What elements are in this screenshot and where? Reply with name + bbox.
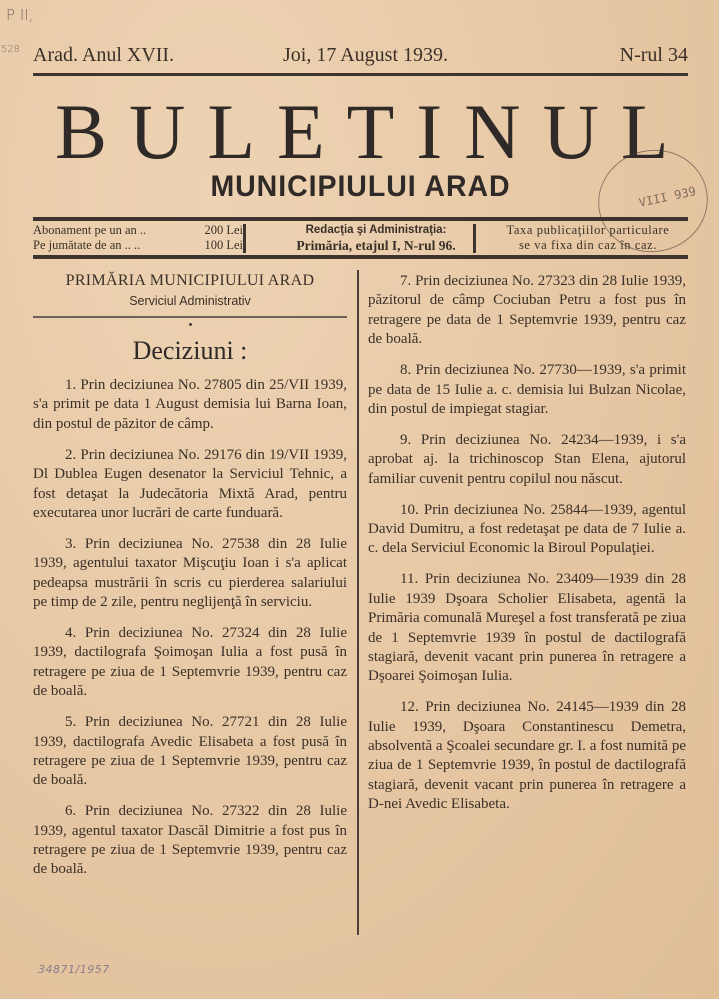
decision-item: 3. Prin deciziunea No. 27538 din 28 Iulie 1939, agentului taxator Mişcuţiu Ioan i s'a aplicat pedeapsa mustrării în scris cu pierderea salariului pe timp de 2 zile, pentru neglijenţă în serviciu. <box>33 535 347 611</box>
handwritten-note-top: P II, <box>6 6 34 24</box>
advert-fees-line2: se va fixa din caz în caz. <box>518 238 658 252</box>
subscription-price: 200 Lei <box>204 223 243 237</box>
editorial-location: Primăria, etajul I, N-rul 96. <box>296 238 456 253</box>
decision-item: 1. Prin deciziunea No. 27805 din 25/VII 1939, s'a primit pe data 1 August demisia lui Barna Ioan, din postul de păzitor de câmp. <box>33 377 347 432</box>
infobar-top-rule <box>33 217 688 221</box>
column-divider <box>243 224 246 253</box>
decision-item: 6. Prin deciziunea No. 27322 din 28 Iulie 1939, agentul taxator Dascăl Dimitrie a fost pus în retragere pe ziua de 1 Septemvrie 1939, pentru caz de boală. <box>33 803 347 878</box>
issue-header <box>33 44 688 68</box>
left-column <box>33 270 347 891</box>
subscription-prices <box>33 223 243 253</box>
stamp-date: VIII 939 <box>637 184 698 210</box>
section-rule <box>33 316 347 318</box>
decision-item: 9. Prin deciziunea No. 24234—1939, i s'a aprobat aj. la trichinoscop Stan Elena, ajutorul familiar cuvenit pentru copilul nou născut. <box>368 431 686 487</box>
subscription-price: 100 Lei <box>204 238 243 252</box>
editorial-label: Redacţia şi Administraţia: <box>305 224 447 236</box>
advert-fees <box>488 223 688 253</box>
masthead-title: BULETINUL <box>55 88 691 175</box>
decision-item: 2. Prin deciziunea No. 29176 din 19/VII 1939, Dl Dublea Eugen desenator la Serviciul Tehnic, a fost detaşat la Judecătoria Mixtă Arad, pentru executarea unor lucrări de carte funduară. <box>33 446 347 521</box>
issue-place-year: Arad. Anul XVII. <box>33 44 175 66</box>
right-column <box>368 272 686 826</box>
subscription-row <box>33 223 243 238</box>
column-divider <box>473 224 476 253</box>
handwritten-archive-number: 34871/1957 <box>38 963 110 976</box>
ornament-dot <box>189 323 192 326</box>
issue-date: Joi, 17 August 1939. <box>283 44 449 66</box>
subscription-row <box>33 238 243 253</box>
advert-fees-line1: Taxa publicaţiilor particulare <box>506 223 670 237</box>
header-rule <box>33 73 688 76</box>
section-department: Serviciul Administrativ <box>129 294 251 308</box>
decision-item: 12. Prin deciziunea No. 24145—1939 din 28 Iulie 1939, Dşoara Constantinescu Demetra, absolventă a Şcoalei secundare gr. I. a fost numită pe ziua de 1 Septemvrie 1939, în postul de dactilografă stagiară, devenit vacant prin punerea în retragere a D-nei Avedic Elisabeta. <box>368 699 686 813</box>
section-institution: PRIMĂRIA MUNICIPIULUI ARAD <box>65 272 315 289</box>
decision-item: 5. Prin deciziunea No. 27721 din 28 Iulie 1939, dactilografa Avedic Elisabeta a fost pusă în retragere pe ziua de 1 Septemvrie 1939, pentru caz de boală. <box>33 714 347 789</box>
infobar-bottom-rule <box>33 255 688 259</box>
column-separator <box>357 270 359 935</box>
section-heading: Deciziuni : <box>132 336 248 365</box>
masthead-subtitle: MUNICIPIULUI ARAD <box>210 170 511 203</box>
issue-number: N-rul 34 <box>619 44 688 66</box>
subscription-label: Abonament pe un an .. <box>33 223 147 237</box>
decision-item: 11. Prin deciziunea No. 23409—1939 din 28 Iulie 1939 Dşoara Scholier Elisabeta, agentă la Primăria comunală Mureşel a fost transferată pe ziua de 1 Septemvrie 1939 în postul de dactilografă stagiară, devenit vacant prin punerea în retragere a Dşoarei Şoimoşan Iulia. <box>368 571 686 685</box>
decision-item: 8. Prin deciziunea No. 27730—1939, s'a primit pe data de 15 Iulie a. c. demisia lui Bulzan Nicolae, din postul de impiegat stagiar. <box>368 362 686 417</box>
editorial-address <box>251 223 501 253</box>
decision-item: 10. Prin deciziunea No. 25844—1939, agentul David Dumitru, a fost redetaşat pe data de 7 Iulie a. c. dela Serviciul Economic la Biroul Populaţiei. <box>368 501 686 557</box>
decision-item: 7. Prin deciziunea No. 27323 din 28 Iulie 1939, păzitorul de câmp Cociuban Petru a fost pus în retragere pe data de 1 Septemvrie 1939, pentru caz de boală. <box>368 273 686 348</box>
info-bar <box>33 222 688 254</box>
decision-item: 4. Prin deciziunea No. 27324 din 28 Iulie 1939, dactilografa Şoimoşan Iulia a fost pusă în retragere pe ziua de 1 Septemvrie 1939, pentru caz de boală. <box>33 624 347 700</box>
subscription-label: Pe jumătate de an .. .. <box>33 238 141 252</box>
handwritten-note-number: 528 <box>1 44 21 55</box>
